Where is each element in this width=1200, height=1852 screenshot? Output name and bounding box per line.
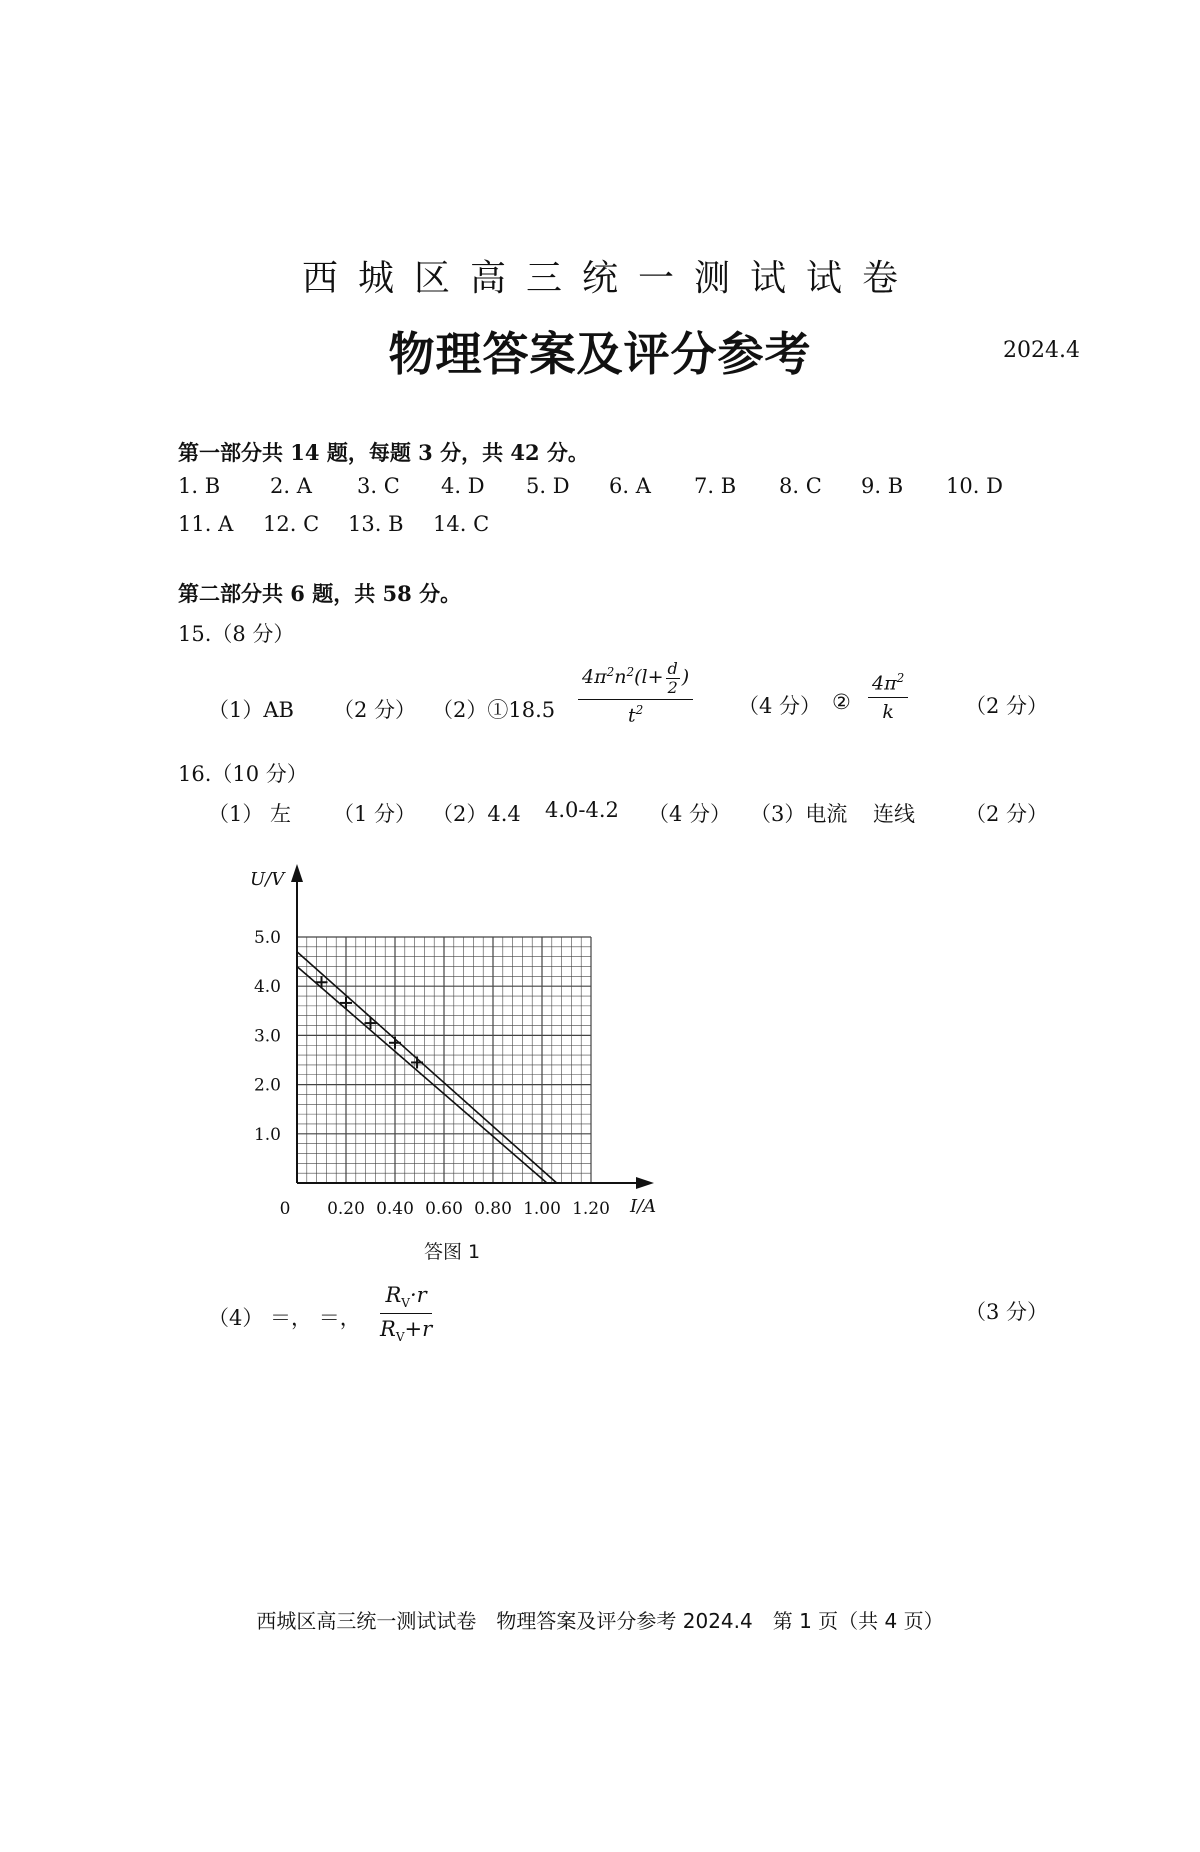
q16-part1-score: （1 分） — [333, 802, 417, 826]
q16-title: 16.（10 分） — [178, 762, 308, 786]
answer-item: 11. A — [178, 512, 234, 536]
y-tick-label: 5.0 — [253, 928, 281, 948]
x-axis-label: I/A — [630, 1196, 657, 1217]
q16-part2-score: （4 分） — [648, 802, 732, 826]
answer-item: 4. D — [441, 474, 485, 498]
y-axis-arrow — [291, 864, 303, 882]
origin-label: 0 — [279, 1199, 291, 1219]
y-tick-label: 3.0 — [253, 1026, 281, 1047]
q16-part4-score: （3 分） — [965, 1300, 1049, 1324]
answer-item: 10. D — [946, 474, 1003, 498]
q15-part2-answer: （2）①18.5 — [432, 698, 556, 722]
q16-part1-answer: （1） 左 — [208, 802, 292, 826]
q16-part2-range: 4.0-4.2 — [545, 798, 619, 822]
x-tick-label: 1.20 — [572, 1199, 610, 1219]
document-title: 物理答案及评分参考 — [388, 327, 812, 381]
x-tick-label: 0.20 — [327, 1199, 365, 1219]
answer-item: 6. A — [609, 474, 651, 498]
q16-part2-answer: （2）4.4 — [432, 802, 521, 826]
page-footer: 西城区高三统一测试试卷 物理答案及评分参考 2024.4 第 1 页（共 4 页） — [256, 1609, 944, 1633]
x-tick-label: 0.40 — [376, 1199, 414, 1219]
answer-item: 3. C — [357, 474, 400, 498]
x-tick-label: 0.80 — [474, 1199, 512, 1219]
answer-item: 13. B — [348, 512, 404, 536]
q15-formula-period: $4\pi^2n^2(l+$ $\frac{d}{2}$ ) $t^2$ — [578, 660, 693, 727]
y-tick-label: 4.0 — [253, 977, 281, 998]
q15-part2-score: （4 分） — [738, 694, 822, 718]
x-tick-label: 0.60 — [425, 1199, 463, 1219]
q16-formula-resistance: $\frac{R_V\cdot r}{R_V+r}$ — [380, 1283, 433, 1345]
x-axis-arrow — [636, 1177, 654, 1189]
y-axis-label: U/V — [250, 869, 285, 890]
q15-part3-score: （2 分） — [965, 694, 1049, 718]
q15-part1-answer: （1）AB — [208, 698, 294, 722]
formula-denominator: t — [627, 704, 636, 727]
y-tick-label: 1.0 — [253, 1124, 281, 1145]
q16-part3-score: （2 分） — [965, 802, 1049, 826]
q15-part1-score: （2 分） — [333, 698, 417, 722]
y-tick-label: 2.0 — [253, 1075, 281, 1096]
chart-labels — [250, 869, 656, 1219]
x-tick-label: 1.00 — [523, 1199, 561, 1219]
answer-item: 2. A — [270, 474, 312, 498]
answer-item: 9. B — [861, 474, 904, 498]
part2-heading: 第二部分共 6 题，共 58 分。 — [178, 581, 462, 606]
answer-item: 12. C — [263, 512, 320, 536]
figure-caption: 答图 1 — [424, 1241, 481, 1263]
q15-formula-g: $\frac{4\pi^2}{k}$ — [868, 671, 908, 723]
answer-item: 5. D — [526, 474, 570, 498]
document-date: 2024.4 — [1003, 338, 1080, 363]
answer-item: 8. C — [779, 474, 822, 498]
exam-title: 西城区高三统一测试试卷 — [301, 258, 918, 299]
q16-part3-answer: （3）电流 — [750, 802, 848, 826]
q16-part4-answer: （4） ＝， ＝， — [208, 1306, 361, 1330]
answer-item: 1. B — [178, 474, 221, 498]
answer-item: 14. C — [433, 512, 490, 536]
answer-item: 7. B — [694, 474, 737, 498]
chart-grid — [297, 937, 591, 1183]
part1-heading: 第一部分共 14 题，每题 3 分，共 42 分。 — [178, 440, 589, 465]
q15-part3-marker: ② — [832, 690, 851, 714]
q15-title: 15.（8 分） — [178, 622, 295, 646]
q16-part3-extra: 连线 — [873, 802, 915, 826]
formula-denominator: k — [882, 701, 894, 724]
